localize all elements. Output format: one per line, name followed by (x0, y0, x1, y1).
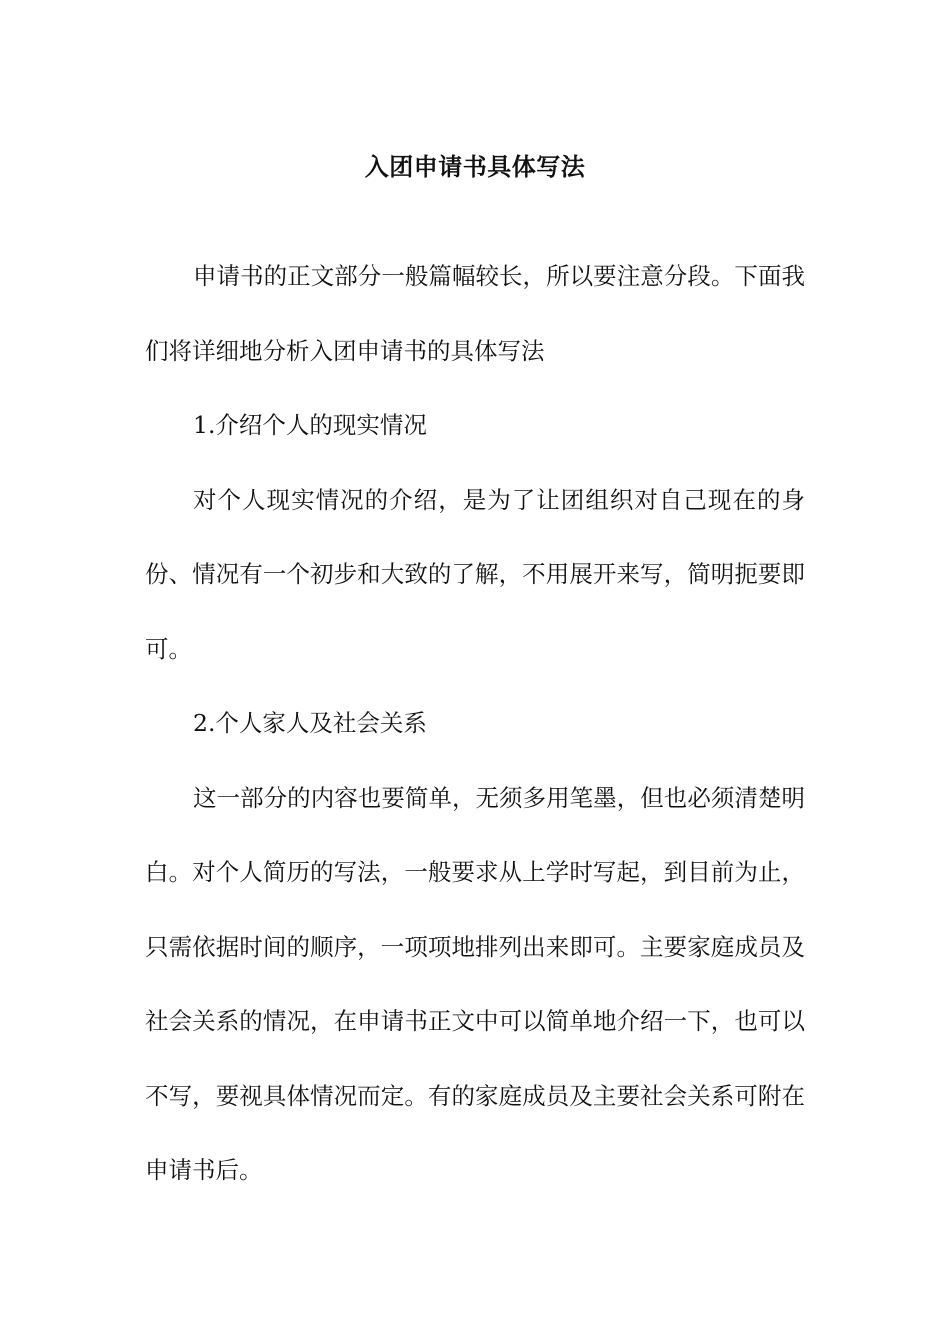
paragraph-intro: 申请书的正文部分一般篇幅较长，所以要注意分段。下面我们将详细地分析入团申请书的具体写法 (145, 262, 805, 365)
section-heading-1: 1.介绍个人的现实情况 (193, 411, 427, 439)
paragraph-personal-situation: 对个人现实情况的介绍，是为了让团组织对自己现在的身份、情况有一个初步和大致的了解，不用展开来写，简明扼要即可。 (145, 485, 805, 663)
paragraph-family-relations: 这一部分的内容也要简单，无须多用笔墨，但也必须清楚明白。对个人简历的写法，一般要求从上学时写起，到目前为止，只需依据时间的顺序，一项项地排列出来即可。主要家庭成员及社会关系的情况，在申请书正文中可以简单地介绍一下，也可以不写，要视具体情况而定。有的家庭成员及主要社会关系可附在申请书后。 (145, 783, 805, 1184)
document-title: 入团申请书具体写法 (364, 153, 586, 182)
section-heading-2: 2.个人家人及社会关系 (193, 709, 427, 737)
document-body (145, 239, 805, 1208)
